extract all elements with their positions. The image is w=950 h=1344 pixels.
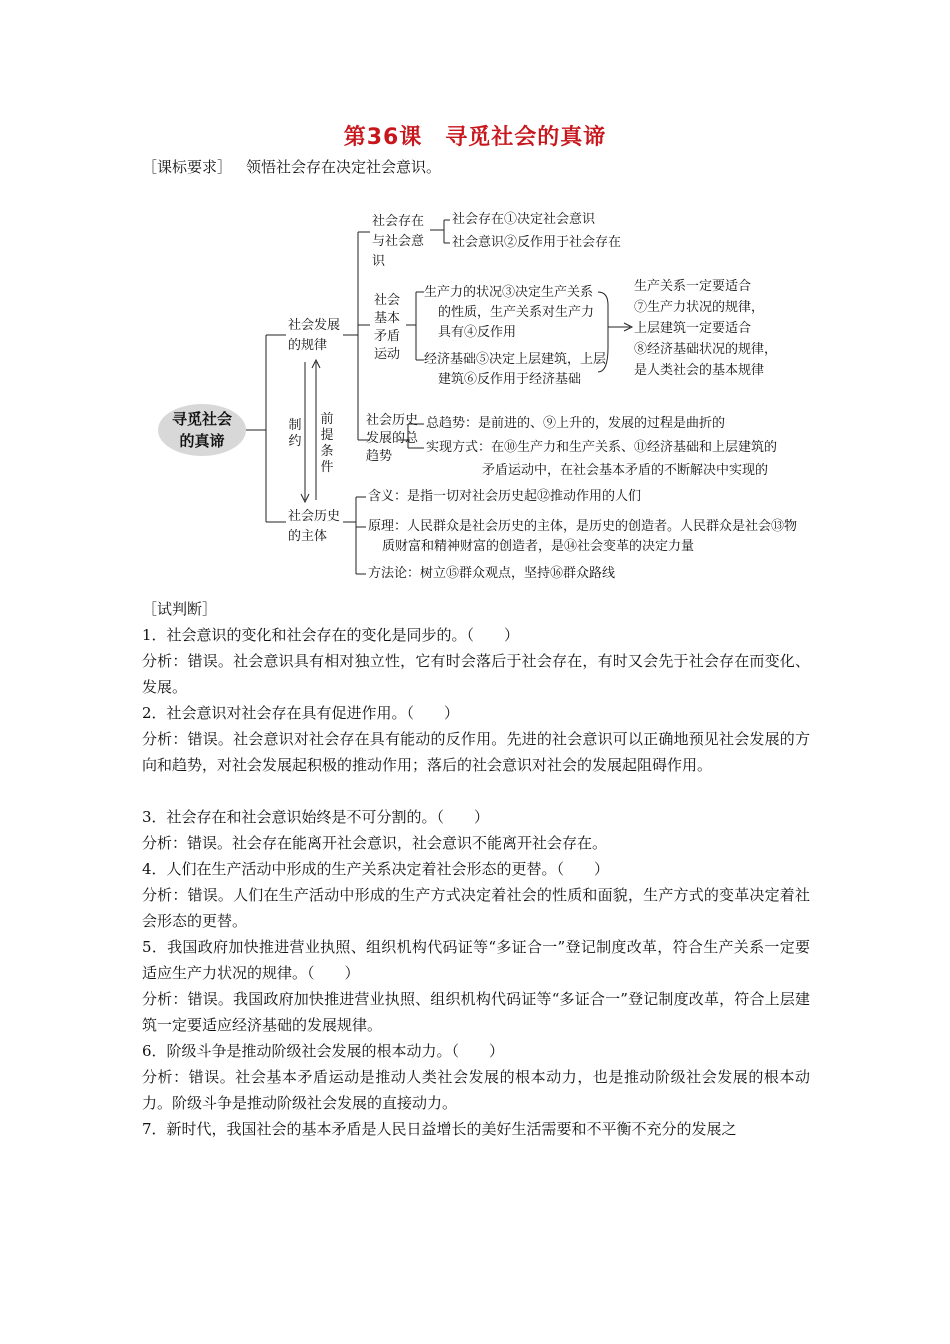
branch-social-law: 社会发展的规律 — [288, 318, 341, 353]
g2-b-line-1: 经济基础⑤决定上层建筑，上层 — [424, 352, 607, 367]
g2-result-3: 上层建筑一定要适合 — [634, 321, 752, 336]
link-precondition: 前提条件 — [320, 412, 334, 475]
g2-a-line-1: 生产力的状况③决定生产关系 — [424, 285, 594, 300]
judge-section — [142, 596, 810, 1142]
g2-a-line-2: 的性质，生产关系对生产力 — [438, 305, 595, 320]
question-4: 4．人们在生产活动中形成的生产关系决定着社会形态的更替。（ ） — [142, 860, 610, 878]
group-general-trend: 社会历史发展的总趋势 — [366, 413, 419, 464]
analysis-1: 分析：错误。社会意识具有相对独立性，它有时会落后于社会存在，有时又会先于社会存在而变化、发展。 — [142, 652, 810, 696]
g2-a-line-3: 具有④反作用 — [438, 325, 517, 340]
g1-item-1: 社会存在①决定社会意识 — [452, 212, 596, 227]
question-3: 3．社会存在和社会意识始终是不可分割的。（ ） — [142, 808, 490, 826]
root-label: 寻觅社会的真谛 — [172, 410, 233, 450]
page-title: 第36课 寻觅社会的真谛 — [343, 125, 607, 150]
question-5: 5．我国政府加快推进营业执照、组织机构代码证等“多证合一”登记制度改革，符合生产关系一定要适应生产力状况的规律。（ ） — [142, 938, 810, 982]
g2-basic-law — [634, 276, 777, 381]
g4-methodology: 方法论：树立⑮群众观点，坚持⑯群众路线 — [368, 566, 616, 581]
analysis-4: 分析：错误。人们在生产活动中形成的生产方式决定着社会的性质和面貌，生产方式的变革决定着社会形态的更替。 — [142, 886, 810, 930]
requirement-text: 领悟社会存在决定社会意识。 — [246, 158, 442, 176]
g2-result-4: ⑧经济基础状况的规律， — [634, 342, 778, 357]
branch-social-subject: 社会历史的主体 — [288, 509, 341, 544]
g3-item-method: 实现方式：在⑩生产力和生产关系、⑪经济基础和上层建筑的 — [426, 440, 778, 455]
analysis-5: 分析：错误。我国政府加快推进营业执照、组织机构代码证等“多证合一”登记制度改革，符合上层建筑一定要适应经济基础的发展规律。 — [142, 990, 810, 1034]
g1-item-2: 社会意识②反作用于社会存在 — [452, 235, 622, 250]
requirement-label: ［课标要求］ — [142, 158, 233, 176]
link-constraint: 制约 — [288, 418, 302, 449]
g3-item-method-cont: 矛盾运动中，在社会基本矛盾的不断解决中实现的 — [482, 463, 769, 478]
group-basic-contradiction: 社会基本矛盾运动 — [374, 293, 401, 362]
group-existence-consciousness: 社会存在与社会意识 — [372, 214, 425, 269]
analysis-6: 分析：错误。社会基本矛盾运动是推动人类社会发展的根本动力，也是推动阶级社会发展的根本动力。阶级斗争是推动阶级社会发展的直接动力。 — [142, 1068, 810, 1112]
g3-item-trend: 总趋势：是前进的、⑨上升的，发展的过程是曲折的 — [426, 416, 726, 431]
g4-principle: 原理：人民群众是社会历史的主体，是历史的创造者。人民群众是社会⑬物 — [368, 519, 798, 534]
question-1: 1．社会意识的变化和社会存在的变化是同步的。（ ） — [142, 626, 520, 644]
g2-result-5: 是人类社会的基本规律 — [634, 363, 765, 378]
g2-result-2: ⑦生产力状况的规律， — [634, 300, 765, 315]
judge-header: ［试判断］ — [142, 600, 218, 618]
analysis-3: 分析：错误。社会存在能离开社会意识，社会意识不能离开社会存在。 — [142, 834, 608, 852]
g2-economic-base — [424, 350, 606, 390]
g2-b-line-2: 建筑⑥反作用于经济基础 — [438, 372, 582, 387]
question-7: 7．新时代，我国社会的基本矛盾是人民日益增长的美好生活需要和不平衡不充分的发展之 — [142, 1120, 737, 1138]
mindmap-root — [158, 404, 246, 456]
g2-result-1: 生产关系一定要适合 — [634, 279, 752, 294]
g4-principle-cont: 质财富和精神财富的创造者，是⑭社会变革的决定力量 — [382, 539, 695, 554]
analysis-2: 分析：错误。社会意识对社会存在具有能动的反作用。先进的社会意识可以正确地预见社会发展的方向和趋势，对社会发展起积极的推动作用；落后的社会意识对社会的发展起阻碍作用。 — [142, 730, 810, 774]
g4-meaning: 含义：是指一切对社会历史起⑫推动作用的人们 — [368, 489, 642, 504]
g2-productive-forces — [424, 283, 594, 343]
question-2: 2．社会意识对社会存在具有促进作用。（ ） — [142, 704, 460, 722]
question-6: 6．阶级斗争是推动阶级社会发展的根本动力。（ ） — [142, 1042, 505, 1060]
